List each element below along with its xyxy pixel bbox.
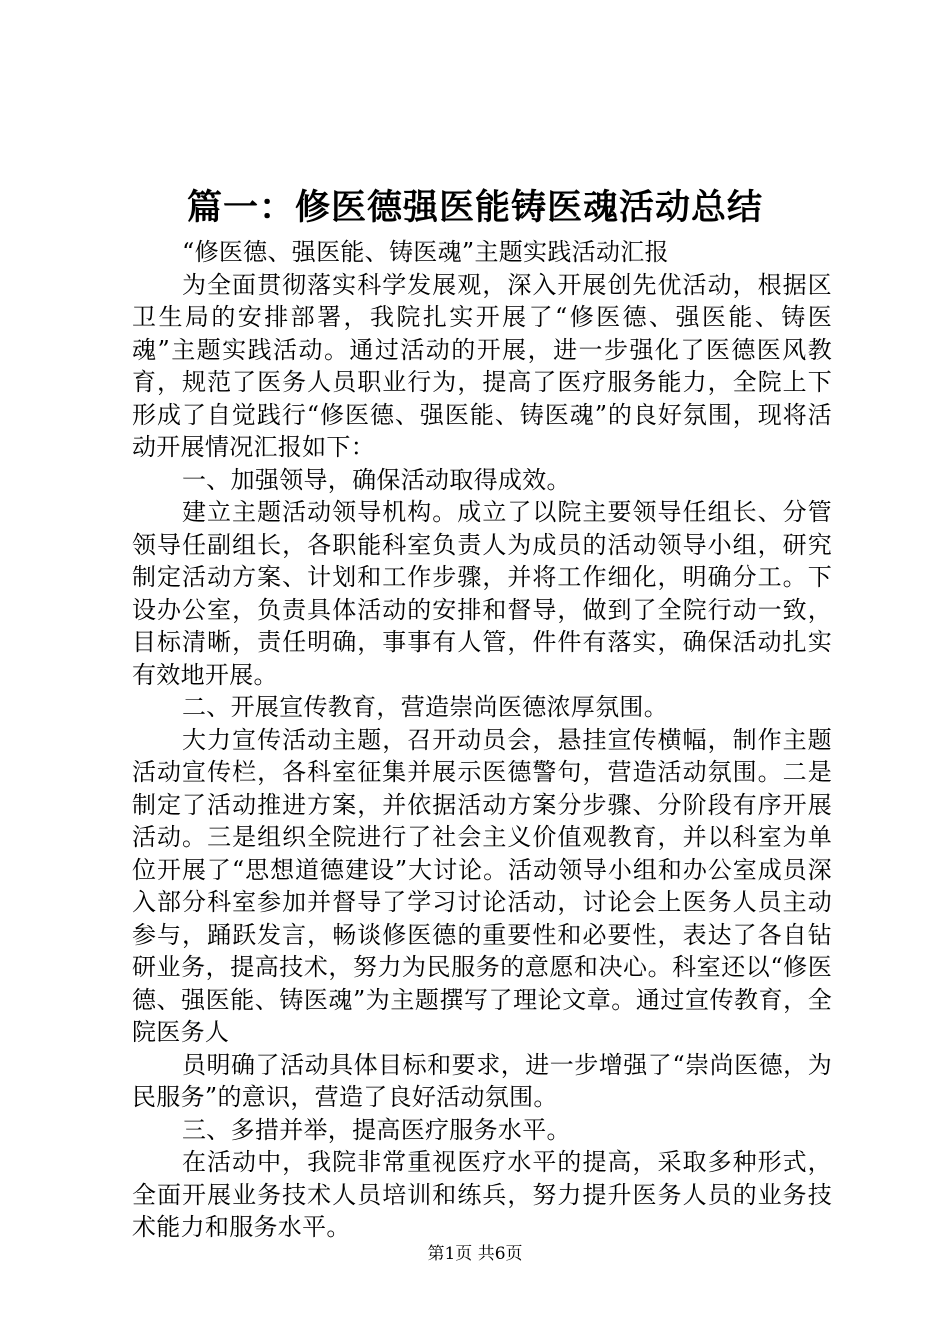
page-number-footer: 第1页 共6页 [427,1244,523,1264]
section-heading-3: 三、多措并举，提高医疗服务水平。 [182,1115,571,1144]
body-paragraph: 员明确了活动具体目标和要求，进一步增强了“崇尚医德，为民服务”的意识，营造了良好活动氛围。 [132,1050,832,1111]
body-paragraph: 在活动中，我院非常重视医疗水平的提高，采取多种形式，全面开展业务技术人员培训和练兵，努力提升医务人员的业务技术能力和服务水平。 [132,1148,832,1241]
intro-paragraph: 为全面贯彻落实科学发展观，深入开展创先优活动，根据区卫生局的安排部署，我院扎实开展了“修医德、强医能、铸医魂”主题实践活动。通过活动的开展，进一步强化了医德医风教育，规范了医务人员职业行为，提高了医疗服务能力，全院上下形成了自觉践行“修医德、强医能、铸医魂”的良好氛围，现将活动开展情况汇报如下： [132,270,832,461]
document-title: 篇一：修医德强医能铸医魂活动总结 [186,188,763,228]
section-heading-2: 二、开展宣传教育，营造崇尚医德浓厚氛围。 [182,693,668,721]
body-paragraph: 建立主题活动领导机构。成立了以院主要领导任组长、分管领导任副组长，各职能科室负责人为成员的活动领导小组，研究制定活动方案、计划和工作步骤，并将工作细化，明确分工。下设办公室，负责具体活动的安排和督导，做到了全院行动一致，目标清晰，责任明确，事事有人管，件件有落实，确保活动扎实有效地开展。 [132,498,832,689]
body-paragraph: 大力宣传活动主题，召开动员会，悬挂宣传横幅，制作主题活动宣传栏，各科室征集并展示医德警句，营造活动氛围。二是制定了活动推进方案，并依据活动方案分步骤、分阶段有序开展活动。三是组织全院进行了社会主义价值观教育，并以科室为单位开展了“思想道德建设”大讨论。活动领导小组和办公室成员深入部分科室参加并督导了学习讨论活动，讨论会上医务人员主动参与，踊跃发言，畅谈修医德的重要性和必要性，表达了各自钻研业务，提高技术，努力为民服务的意愿和决心。科室还以“修医德、强医能、铸医魂”为主题撰写了理论文章。通过宣传教育，全院医务人 [132,725,832,1046]
subtitle-paragraph: “修医德、强医能、铸医魂”主题实践活动汇报 [182,238,669,266]
section-heading-1: 一、加强领导，确保活动取得成效。 [182,465,571,494]
document-body [132,236,832,1244]
